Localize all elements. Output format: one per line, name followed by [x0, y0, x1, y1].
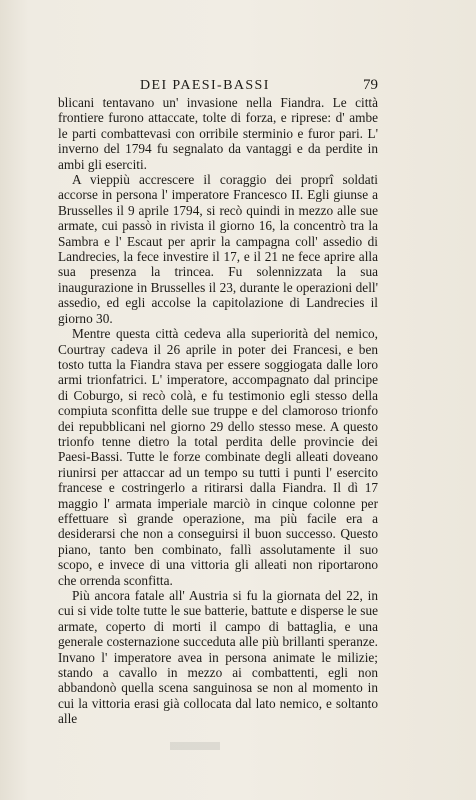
page-number: 79: [363, 77, 378, 93]
paragraph: Più ancora fatale all' Austria si fu la giornata del 22, in cui si vide tolte tutte le sue batterie, battute e disperse le sue armate, coperto di morti il campo di battaglia, e una generale costernazione succeduta alle più brillanti speranze. Invano l' imperatore avea in persona animate le milizie; stando a cavallo in mezzo ai combattenti, egli non abbandonò quella scena sanguinosa se non al momento in cui la vittoria erasi già collocata dal lato nemico, e soltanto alle: [58, 588, 378, 727]
paragraph: Mentre questa città cedeva alla superiorità del nemico, Courtray cadeva il 26 aprile in poter dei Francesi, e ben tosto tutta la Fiandra stava per essere soggiogata dalle loro armi trionfatrici. L' imperatore, accompagnato dal principe di Coburgo, si recò colà, e fu testimonio egli stesso della compiuta sconfitta delle sue truppe e del clamoroso trionfo dei repubblicani nel giorno 29 dello stesso mese. A questo trionfo tenne dietro la total perdita delle provincie dei Paesi-Bassi. Tutte le forze combinate degli alleati doveano riunirsi per attaccar ad un tempo su tutti i punti l' esercito francese e costringerlo a ritirarsi dalla Fiandra. Il dì 17 maggio l' armata imperiale marciò in cinque colonne per effettuare sì grande operazione, ma più facile era a desiderarsi che non a conseguirsi il buon successo. Questo piano, tanto ben combinato, fallì assolutamente il suo scopo, e invece di una vittoria gli alleati non riportarono che orrenda sconfitta.: [58, 326, 378, 588]
running-title: DEI PAESI-BASSI: [140, 78, 270, 93]
paragraph: A vieppiù accrescere il coraggio dei proprî soldati accorse in persona l' imperatore Francesco II. Egli giunse a Brusselles il 9 aprile 1794, si recò quindi in mezzo alle sue armate, cui passò in rivista il giorno 16, la concentrò tra la Sambra e l' Escaut per aprir la campagna coll' assedio di Landrecies, la fece investire il 17, e il 21 ne fece aprire alla sua presenza la trincea. Fu solennizzata la sua inaugurazione in Brusselles il 23, durante le operazioni dell' assedio, ed egli accolse la capitolazione di Landrecies il giorno 30.: [58, 172, 378, 326]
page-header: [58, 77, 378, 94]
paragraph: blicani tentavano un' invasione nella Fiandra. Le città frontiere furono attaccate, tolte di forza, e riprese: d' ambe le parti combattevasi con orribile sterminio e furor pari. L' inverno del 1794 fu segnalato da vantaggi e da perdite in ambi gli eserciti.: [58, 95, 378, 172]
body-text: [58, 95, 378, 727]
signature-mark: [170, 742, 220, 750]
